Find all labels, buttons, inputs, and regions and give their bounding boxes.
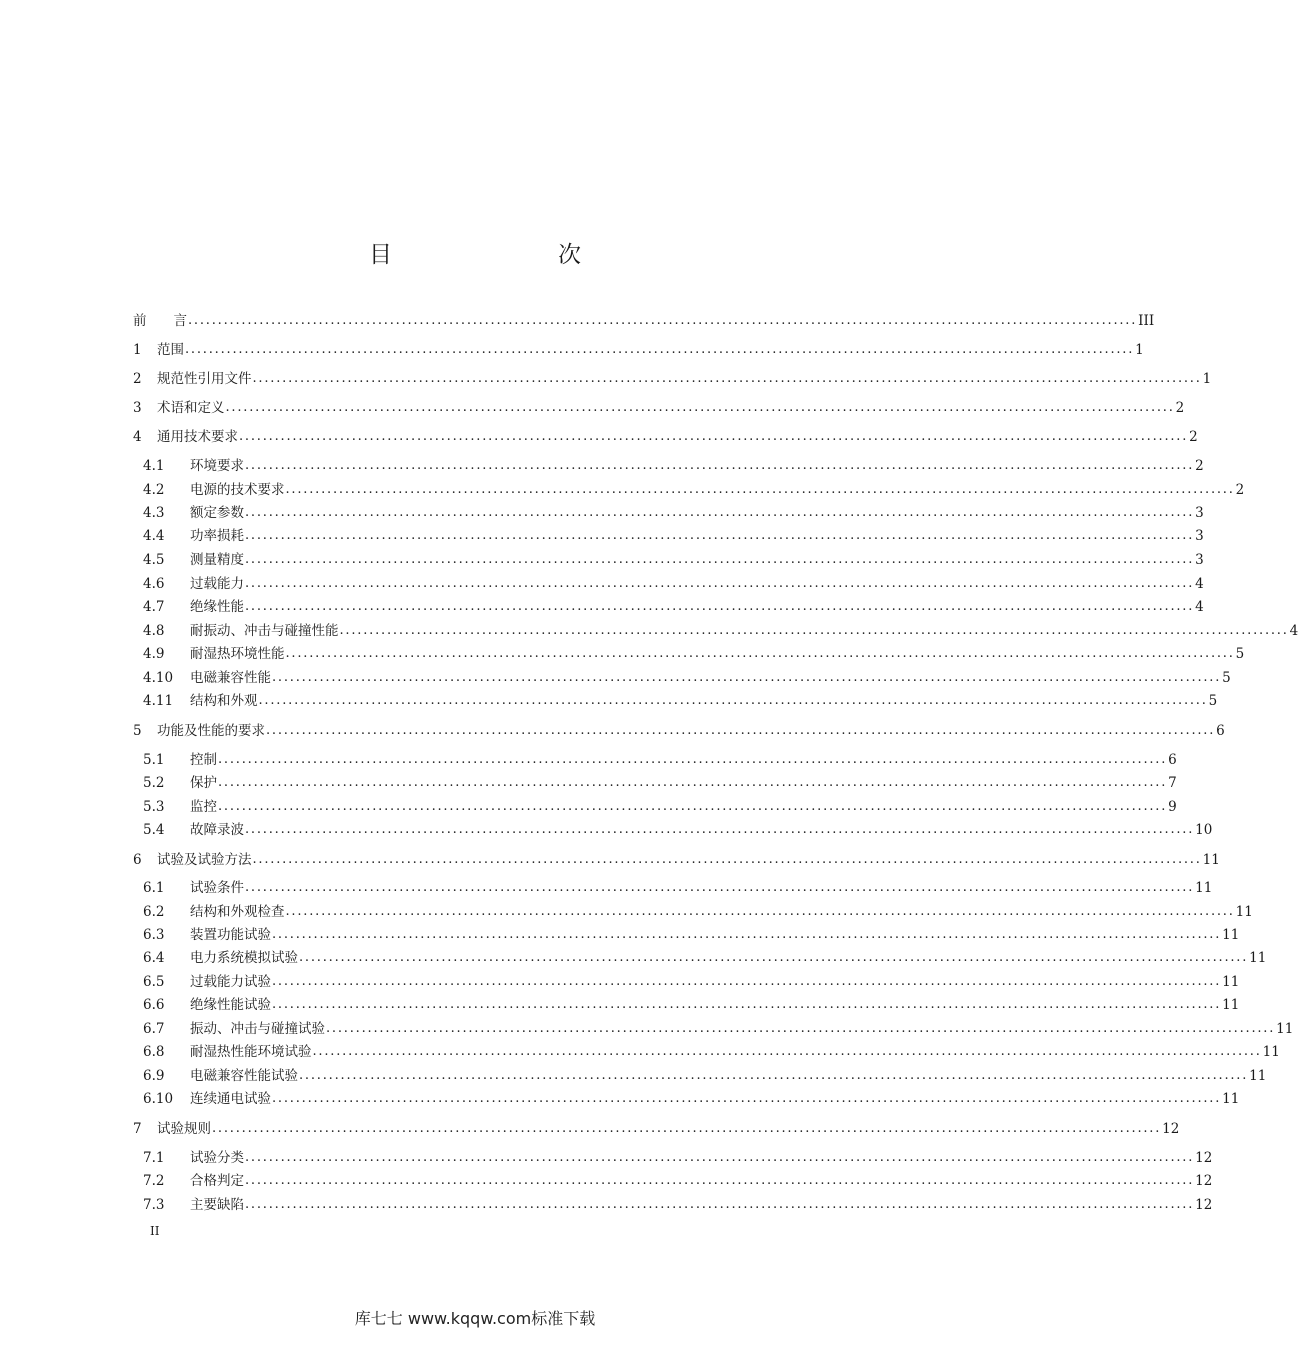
toc-entry-number: 4.8 [143,623,165,639]
toc-entry-label: 功能及性能的要求 [157,723,265,739]
toc-entry[interactable] [143,690,1218,712]
toc-entry-page: 11 [1195,880,1213,896]
toc-dot-leader: ................................................................................................................................................................ [245,1150,1195,1165]
toc-dot-leader: ................................................................................................................................................................ [266,723,1216,738]
toc-entry-label: 试验规则 [157,1121,211,1137]
toc-dot-leader: ................................................................................................................................................................ [245,458,1195,473]
toc-entry[interactable] [133,1118,1180,1140]
toc-entry-page: 12 [1195,1197,1213,1213]
toc-entry-page: 11 [1249,1068,1267,1084]
toc-entry[interactable] [143,667,1231,689]
toc-dot-leader: ................................................................................................................................................................ [188,313,1138,328]
toc-entry-label: 装置功能试验 [190,927,271,943]
toc-entry-number: 4 [133,429,142,445]
toc-entry-label: 规范性引用文件 [157,371,252,387]
toc-entry-number: 6.3 [143,927,165,943]
toc-entry-label: 前 言 [133,313,187,329]
toc-entry-number: 1 [133,342,142,358]
toc-entry-label: 保护 [190,775,217,791]
toc-entry[interactable] [143,620,1298,642]
toc-entry-label: 绝缘性能试验 [190,997,271,1013]
toc-entry-number: 5.4 [143,822,165,838]
toc-entry-number: 5 [133,723,142,739]
toc-entry-label: 功率损耗 [190,528,244,544]
toc-entry[interactable] [143,749,1177,771]
toc-entry-page: 5 [1208,693,1218,709]
toc-entry-label: 绝缘性能 [190,599,244,615]
toc-entry-number: 7.1 [143,1150,165,1166]
toc-entry-number: 6.5 [143,974,165,990]
toc-entry-label: 电磁兼容性能 [190,670,271,686]
toc-dot-leader: ................................................................................................................................................................ [272,974,1222,989]
toc-entry-label: 故障录波 [190,822,244,838]
toc-entry[interactable] [143,1147,1213,1169]
toc-entry-label: 主要缺陷 [190,1197,244,1213]
toc-entry-page: 4 [1195,576,1204,592]
toc-entry[interactable] [143,772,1177,794]
toc-entry-number: 4.9 [143,646,165,662]
toc-entry-page: 11 [1235,904,1253,920]
toc-entry-number: 5.2 [143,775,165,791]
toc-dot-leader: ................................................................................................................................................................ [218,752,1168,767]
toc-entry-label: 测量精度 [190,552,244,568]
toc-entry-page: 3 [1195,528,1204,544]
toc-entry-label: 振动、冲击与碰撞试验 [190,1021,325,1037]
toc-entry-number: 5.3 [143,799,165,815]
page-number: II [150,1224,160,1238]
toc-dot-leader: ................................................................................................................................................................ [326,1021,1276,1036]
toc-entry-number: 4.4 [143,528,165,544]
toc-entry-page: 12 [1162,1121,1180,1137]
toc-entry-page: 11 [1222,1091,1240,1107]
toc-entry[interactable] [143,819,1213,841]
toc-entry-label: 环境要求 [190,458,244,474]
toc-entry-page: 1 [1202,371,1212,387]
toc-entry[interactable] [133,339,1144,361]
toc-entry-number: 6.10 [143,1091,174,1107]
toc-dot-leader: ................................................................................................................................................................ [252,371,1202,386]
toc-dot-leader: ................................................................................................................................................................ [312,1044,1262,1059]
toc-entry-number: 6 [133,852,142,868]
toc-dot-leader: ................................................................................................................................................................ [212,1121,1162,1136]
toc-entry-label: 过载能力试验 [190,974,271,990]
toc-entry-label: 结构和外观 [190,693,258,709]
toc-entry-page: 12 [1195,1173,1213,1189]
toc-entry[interactable] [143,1065,1267,1087]
toc-entry[interactable] [133,720,1225,742]
toc-entry[interactable] [143,877,1213,899]
toc-entry-label: 通用技术要求 [157,429,238,445]
toc-entry-label: 控制 [190,752,217,768]
toc-dot-leader: ................................................................................................................................................................ [245,822,1195,837]
toc-entry-page: 10 [1195,822,1213,838]
toc-entry[interactable] [143,1088,1240,1110]
toc-dot-leader: ................................................................................................................................................................ [218,799,1168,814]
toc-entry-page: 3 [1195,505,1204,521]
toc-entry[interactable] [143,549,1204,571]
toc-entry-label: 电力系统模拟试验 [190,950,298,966]
toc-entry-number: 7.3 [143,1197,165,1213]
toc-entry[interactable] [133,426,1198,448]
toc-entry-page: 11 [1222,974,1240,990]
toc-entry-number: 4.7 [143,599,165,615]
toc-entry-number: 4.6 [143,576,165,592]
toc-entry[interactable] [143,994,1240,1016]
toc-entry-number: 3 [133,400,142,416]
toc-dot-leader: ................................................................................................................................................................ [245,552,1195,567]
toc-entry-number: 6.6 [143,997,165,1013]
toc-entry-label: 试验分类 [190,1150,244,1166]
toc-entry-number: 6.8 [143,1044,165,1060]
toc-entry-page: 6 [1168,752,1177,768]
toc-entry-label: 电源的技术要求 [190,482,285,498]
toc-entry[interactable] [133,310,1155,332]
toc-dot-leader: ................................................................................................................................................................ [245,576,1195,591]
toc-entry-label: 电磁兼容性能试验 [190,1068,298,1084]
toc-dot-leader: ................................................................................................................................................................ [339,623,1289,638]
toc-entry-page: 11 [1276,1021,1294,1037]
toc-dot-leader: ................................................................................................................................................................ [245,880,1195,895]
toc-dot-leader: ................................................................................................................................................................ [285,904,1235,919]
toc-entry[interactable] [143,1170,1213,1192]
toc-entry[interactable] [143,901,1253,923]
toc-dot-leader: ................................................................................................................................................................ [225,400,1175,415]
toc-entry-page: 11 [1222,927,1240,943]
toc-dot-leader: ................................................................................................................................................................ [185,342,1135,357]
toc-entry-page: 12 [1195,1150,1213,1166]
toc-entry-label: 范围 [157,342,184,358]
toc-dot-leader: ................................................................................................................................................................ [245,505,1195,520]
toc-dot-leader: ................................................................................................................................................................ [252,852,1202,867]
toc-dot-leader: ................................................................................................................................................................ [272,1091,1222,1106]
toc-entry-page: 4 [1195,599,1204,615]
toc-entry-label: 耐湿热环境性能 [190,646,285,662]
toc-dot-leader: ................................................................................................................................................................ [258,693,1208,708]
toc-dot-leader: ................................................................................................................................................................ [272,927,1222,942]
toc-entry-number: 7.2 [143,1173,165,1189]
toc-entry-number: 5.1 [143,752,165,768]
toc-dot-leader: ................................................................................................................................................................ [245,1173,1195,1188]
toc-entry[interactable] [143,573,1204,595]
toc-entry-number: 6.4 [143,950,165,966]
toc-entry-label: 过载能力 [190,576,244,592]
toc-entry-label: 耐湿热性能环境试验 [190,1044,312,1060]
toc-entry-number: 6.9 [143,1068,165,1084]
toc-entry[interactable] [133,397,1185,419]
toc-dot-leader: ................................................................................................................................................................ [299,1068,1249,1083]
toc-entry-label: 试验及试验方法 [157,852,252,868]
toc-entry-page: 2 [1175,400,1185,416]
toc-entry-page: III [1138,313,1155,329]
toc-entry-page: 6 [1216,723,1225,739]
toc-dot-leader: ................................................................................................................................................................ [299,950,1249,965]
toc-entry-page: 11 [1262,1044,1280,1060]
toc-dot-leader: ................................................................................................................................................................ [285,482,1235,497]
toc-entry-page: 11 [1249,950,1267,966]
toc-entry-label: 合格判定 [190,1173,244,1189]
toc-dot-leader: ................................................................................................................................................................ [285,646,1235,661]
toc-entry[interactable] [143,643,1245,665]
toc-entry-number: 4.3 [143,505,165,521]
toc-entry[interactable] [143,455,1204,477]
toc-entry-number: 7 [133,1121,142,1137]
toc-dot-leader: ................................................................................................................................................................ [245,1197,1195,1212]
toc-dot-leader: ................................................................................................................................................................ [245,528,1195,543]
toc-entry-label: 连续通电试验 [190,1091,271,1107]
toc-entry-label: 试验条件 [190,880,244,896]
toc-dot-leader: ................................................................................................................................................................ [245,599,1195,614]
toc-entry-page: 2 [1189,429,1198,445]
toc-entry-page: 2 [1235,482,1245,498]
toc-entry-page: 9 [1168,799,1177,815]
toc-entry-page: 5 [1235,646,1245,662]
toc-entry-number: 4.2 [143,482,165,498]
toc-entry-label: 额定参数 [190,505,244,521]
toc-entry[interactable] [143,1194,1213,1216]
toc-entry[interactable] [133,368,1212,390]
toc-entry-page: 3 [1195,552,1204,568]
toc-entry-page: 11 [1202,852,1220,868]
toc-entry[interactable] [143,1041,1280,1063]
toc-entry-number: 2 [133,371,142,387]
toc-entry-label: 结构和外观检查 [190,904,285,920]
toc-entry[interactable] [143,947,1267,969]
toc-entry[interactable] [143,924,1240,946]
footer-watermark-text: 库七七 www.kqqw.com标准下载 [354,1309,596,1328]
toc-dot-leader: ................................................................................................................................................................ [239,429,1189,444]
page-title: 目 次 [369,242,621,268]
toc-entry-number: 6.1 [143,880,165,896]
toc-entry-page: 4 [1289,623,1298,639]
toc-entry-number: 6.2 [143,904,165,920]
toc-entry-page: 2 [1195,458,1204,474]
toc-entry[interactable] [143,971,1240,993]
toc-entry-page: 7 [1168,775,1177,791]
toc-entry[interactable] [143,596,1204,618]
toc-entry[interactable] [143,479,1245,501]
toc-entry-label: 耐振动、冲击与碰撞性能 [190,623,339,639]
toc-entry-label: 术语和定义 [157,400,225,416]
toc-entry-number: 4.11 [143,693,174,709]
toc-entry-page: 5 [1222,670,1231,686]
toc-dot-leader: ................................................................................................................................................................ [272,997,1222,1012]
toc-dot-leader: ................................................................................................................................................................ [272,670,1222,685]
toc-entry-page: 11 [1222,997,1240,1013]
toc-entry[interactable] [143,525,1204,547]
toc-entry-number: 6.7 [143,1021,165,1037]
toc-entry[interactable] [133,849,1220,871]
toc-dot-leader: ................................................................................................................................................................ [218,775,1168,790]
toc-entry-number: 4.10 [143,670,174,686]
toc-entry-number: 4.5 [143,552,165,568]
toc-entry[interactable] [143,1018,1294,1040]
toc-entry-page: 1 [1135,342,1144,358]
toc-entry[interactable] [143,502,1204,524]
toc-entry-number: 4.1 [143,458,165,474]
toc-entry[interactable] [143,796,1177,818]
toc-entry-label: 监控 [190,799,217,815]
